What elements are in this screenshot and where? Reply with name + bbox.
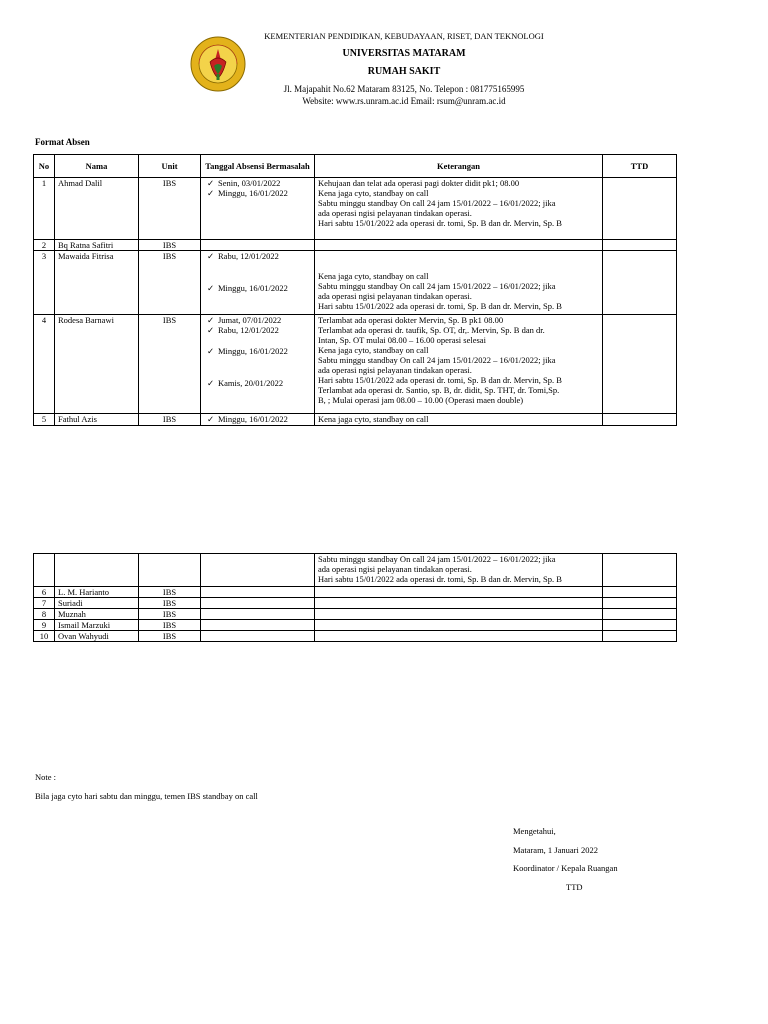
row-nama: Mawaida Fitrisa <box>55 251 139 315</box>
row-unit: IBS <box>139 587 201 598</box>
check-icon: ✓ <box>207 178 215 188</box>
row-nama: Ismail Marzuki <box>55 620 139 631</box>
keterangan-line: Hari sabtu 15/01/2022 ada operasi dr. tomi, Sp. B dan dr. Mervin, Sp. B <box>318 218 562 228</box>
keterangan-line: Kena jaga cyto, standbay on call <box>318 345 429 355</box>
table-row <box>34 414 677 426</box>
row-ttd <box>603 609 677 620</box>
table-row <box>34 620 677 631</box>
empty-cell <box>201 554 315 587</box>
keterangan-line: Sabtu minggu standbay On call 24 jam 15/01/2022 – 16/01/2022; jika <box>318 281 556 291</box>
date-text: Rabu, 12/01/2022 <box>218 251 279 261</box>
row-unit: IBS <box>139 609 201 620</box>
row-ttd <box>603 620 677 631</box>
date-item <box>204 283 311 293</box>
date-item <box>204 315 311 325</box>
keterangan-line: Intan, Sp. OT mulai 08.00 – 16.00 operasi selesai <box>318 335 486 345</box>
table-row <box>34 598 677 609</box>
row-keterangan <box>315 315 603 414</box>
date-text: Minggu, 16/01/2022 <box>218 283 288 293</box>
empty-cell <box>603 554 677 587</box>
row-nama: Suriadi <box>55 598 139 609</box>
row-dates <box>201 315 315 414</box>
date-item <box>204 325 311 335</box>
col-header-keterangan: Keterangan <box>315 155 603 178</box>
row-dates <box>201 414 315 426</box>
date-text: Jumat, 07/01/2022 <box>218 315 282 325</box>
row-no: 9 <box>34 620 55 631</box>
keterangan-line: ada operasi ngisi pelayanan tindakan operasi. <box>318 365 472 375</box>
col-header-unit: Unit <box>139 155 201 178</box>
row-dates <box>201 178 315 240</box>
check-icon: ✓ <box>207 251 215 261</box>
row-no: 1 <box>34 178 55 240</box>
table-row <box>34 609 677 620</box>
keterangan-line: ada operasi ngisi pelayanan tindakan operasi. <box>318 564 472 574</box>
check-icon: ✓ <box>207 315 215 325</box>
table-row <box>34 240 677 251</box>
row-unit: IBS <box>139 178 201 240</box>
check-icon: ✓ <box>207 188 215 198</box>
row-unit: IBS <box>139 620 201 631</box>
keterangan-line: Hari sabtu 15/01/2022 ada operasi dr. tomi, Sp. B dan dr. Mervin, Sp. B <box>318 375 562 385</box>
date-item <box>204 378 311 388</box>
col-header-nama: Nama <box>55 155 139 178</box>
row-no: 7 <box>34 598 55 609</box>
contact-line: Website: www.rs.unram.ac.id Email: rsum@unram.ac.id <box>302 96 506 106</box>
check-icon: ✓ <box>207 346 215 356</box>
date-text: Minggu, 16/01/2022 <box>218 188 288 198</box>
keterangan-line: B, ; Mulai operasi jam 08.00 – 10.00 (Operasi maen double) <box>318 395 524 405</box>
attendance-table-continued <box>33 553 677 642</box>
keterangan-line: Hari sabtu 15/01/2022 ada operasi dr. tomi, Sp. B dan dr. Mervin, Sp. B <box>318 301 562 311</box>
date-text: Kamis, 20/01/2022 <box>218 378 284 388</box>
signature-role: Koordinator / Kepala Ruangan <box>513 863 618 873</box>
row-unit: IBS <box>139 251 201 315</box>
table-row <box>34 587 677 598</box>
keterangan-line: ada operasi ngisi pelayanan tindakan operasi. <box>318 208 472 218</box>
row-no: 4 <box>34 315 55 414</box>
table-header-row <box>34 155 677 178</box>
keterangan-line: Hari sabtu 15/01/2022 ada operasi dr. tomi, Sp. B dan dr. Mervin, Sp. B <box>318 574 562 584</box>
address: Jl. Majapahit No.62 Mataram 83125, No. Telepon : 081775165995 <box>283 84 525 94</box>
row-no: 3 <box>34 251 55 315</box>
check-icon: ✓ <box>207 378 215 388</box>
row-nama: Ovan Wahyudi <box>55 631 139 642</box>
doc-title: Format Absen <box>35 137 90 147</box>
row-keterangan <box>315 609 603 620</box>
row-dates <box>201 631 315 642</box>
row-no: 6 <box>34 587 55 598</box>
row-ttd <box>603 315 677 414</box>
row-keterangan <box>315 240 603 251</box>
ministry-name: KEMENTERIAN PENDIDIKAN, KEBUDAYAAN, RISET, DAN TEKNOLOGI <box>264 31 544 41</box>
keterangan-line: Kena jaga cyto, standbay on call <box>318 271 429 281</box>
row-keterangan <box>315 631 603 642</box>
row-ttd <box>603 251 677 315</box>
row-ttd <box>603 178 677 240</box>
row-unit: IBS <box>139 414 201 426</box>
row-keterangan <box>315 620 603 631</box>
keterangan-line: Sabtu minggu standbay On call 24 jam 15/01/2022 – 16/01/2022; jika <box>318 198 556 208</box>
row-nama: Fathul Azis <box>55 414 139 426</box>
empty-cell <box>34 554 55 587</box>
row-ttd <box>603 631 677 642</box>
note-label: Note : <box>35 772 57 782</box>
date-text: Minggu, 16/01/2022 <box>218 414 288 424</box>
row-keterangan <box>315 178 603 240</box>
note-text: Bila jaga cyto hari sabtu dan minggu, temen IBS standbay on call <box>35 791 258 801</box>
date-item <box>204 414 311 424</box>
row-ttd <box>603 414 677 426</box>
row-no: 8 <box>34 609 55 620</box>
row-dates <box>201 240 315 251</box>
row-no: 10 <box>34 631 55 642</box>
row-keterangan <box>315 414 603 426</box>
hospital-name: RUMAH SAKIT <box>367 66 441 77</box>
table-row <box>34 315 677 414</box>
check-icon: ✓ <box>207 414 215 424</box>
row-no: 5 <box>34 414 55 426</box>
row-dates <box>201 609 315 620</box>
signature-acknowledged: Mengetahui, <box>513 826 556 836</box>
date-text: Senin, 03/01/2022 <box>218 178 281 188</box>
keterangan-line: ada operasi ngisi pelayanan tindakan operasi. <box>318 291 472 301</box>
row-nama: Bq Ratna Safitri <box>55 240 139 251</box>
attendance-table <box>33 154 677 426</box>
row-nama: Rodesa Barnawi <box>55 315 139 414</box>
row-nama: L. M. Harianto <box>55 587 139 598</box>
university-name: UNIVERSITAS MATARAM <box>342 48 466 59</box>
keterangan-line: Kehujaan dan telat ada operasi pagi dokter didit pk1; 08.00 <box>318 178 520 188</box>
row-unit: IBS <box>139 631 201 642</box>
row-dates <box>201 620 315 631</box>
row-keterangan <box>315 554 603 587</box>
check-icon: ✓ <box>207 283 215 293</box>
row-keterangan <box>315 598 603 609</box>
table-row-continued <box>34 554 677 587</box>
keterangan-line: Terlambat ada operasi dokter Mervin, Sp. B pk1 08.00 <box>318 315 504 325</box>
date-item <box>204 346 311 356</box>
row-dates <box>201 587 315 598</box>
col-header-ttd: TTD <box>603 155 677 178</box>
keterangan-line: Kena jaga cyto, standbay on call <box>318 188 429 198</box>
keterangan-line: Sabtu minggu standbay On call 24 jam 15/01/2022 – 16/01/2022; jika <box>318 355 556 365</box>
keterangan-line: Kena jaga cyto, standbay on call <box>318 414 429 424</box>
row-ttd <box>603 587 677 598</box>
keterangan-line: Sabtu minggu standbay On call 24 jam 15/01/2022 – 16/01/2022; jika <box>318 554 556 564</box>
date-item <box>204 178 311 188</box>
col-header-no: No <box>34 155 55 178</box>
table-row <box>34 178 677 240</box>
keterangan-line: Terlambat ada operasi dr. Santio, sp. B, dr. didit, Sp. THT, dr. Tomi,Sp. <box>318 385 560 395</box>
check-icon: ✓ <box>207 325 215 335</box>
row-dates <box>201 598 315 609</box>
row-keterangan <box>315 251 603 315</box>
row-dates <box>201 251 315 315</box>
date-item <box>204 251 311 261</box>
row-nama: Muznah <box>55 609 139 620</box>
date-text: Minggu, 16/01/2022 <box>218 346 288 356</box>
table-row <box>34 631 677 642</box>
row-no: 2 <box>34 240 55 251</box>
date-text: Rabu, 12/01/2022 <box>218 325 279 335</box>
row-ttd <box>603 240 677 251</box>
table-row <box>34 251 677 315</box>
date-item <box>204 188 311 198</box>
row-unit: IBS <box>139 598 201 609</box>
row-ttd <box>603 598 677 609</box>
empty-cell <box>139 554 201 587</box>
empty-cell <box>55 554 139 587</box>
col-header-tanggal: Tanggal Absensi Bermasalah <box>201 155 315 178</box>
row-unit: IBS <box>139 240 201 251</box>
row-unit: IBS <box>139 315 201 414</box>
signature-place-date: Mataram, 1 Januari 2022 <box>513 845 598 855</box>
signature-ttd: TTD <box>566 882 583 892</box>
row-nama: Ahmad Dalil <box>55 178 139 240</box>
row-keterangan <box>315 587 603 598</box>
keterangan-line: Terlambat ada operasi dr. taufik, Sp. OT, dr,. Mervin, Sp. B dan dr. <box>318 325 545 335</box>
